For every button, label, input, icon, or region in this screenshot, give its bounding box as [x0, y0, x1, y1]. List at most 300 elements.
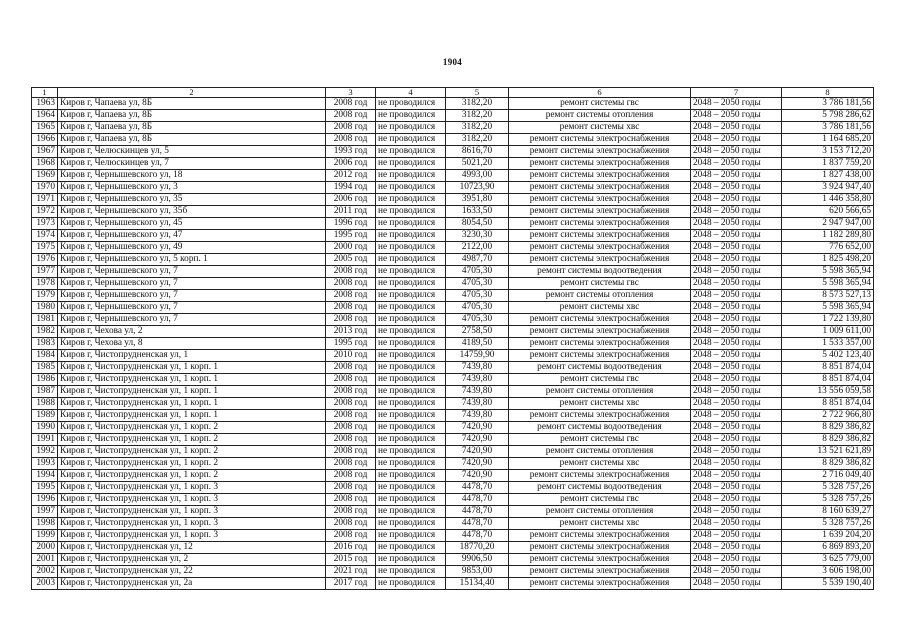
planned-period-cell: 2048 – 2050 годы	[691, 434, 782, 446]
table-row	[32, 314, 874, 326]
row-index-cell: 1967	[32, 146, 58, 158]
floor-area-cell: 7439,80	[446, 398, 509, 410]
address-cell: Киров г, Чернышевского ул, 3	[58, 182, 326, 194]
table-row	[32, 146, 874, 158]
last-repair-status-cell: не проводился	[376, 422, 446, 434]
table-row	[32, 182, 874, 194]
address-cell: Киров г, Чистопрудненская ул, 12	[58, 542, 326, 554]
floor-area-cell: 4705,30	[446, 290, 509, 302]
build-year-cell: 2008 год	[326, 302, 376, 314]
build-year-cell: 2000 год	[326, 242, 376, 254]
address-cell: Киров г, Чистопрудненская ул, 1 корп. 1	[58, 362, 326, 374]
address-cell: Киров г, Чапаева ул, 8Б	[58, 134, 326, 146]
last-repair-status-cell: не проводился	[376, 314, 446, 326]
floor-area-cell: 7439,80	[446, 374, 509, 386]
build-year-cell: 2008 год	[326, 434, 376, 446]
work-type-cell: ремонт системы электроснабжения	[509, 470, 691, 482]
estimated-cost-cell: 13 521 621,89	[782, 446, 874, 458]
work-type-cell: ремонт системы электроснабжения	[509, 242, 691, 254]
planned-period-cell: 2048 – 2050 годы	[691, 338, 782, 350]
address-cell: Киров г, Челюскинцев ул, 7	[58, 158, 326, 170]
address-cell: Киров г, Чистопрудненская ул, 1 корп. 1	[58, 374, 326, 386]
last-repair-status-cell: не проводился	[376, 266, 446, 278]
estimated-cost-cell: 2 722 966,80	[782, 410, 874, 422]
table-row	[32, 506, 874, 518]
row-index-cell: 1970	[32, 182, 58, 194]
column-header: 8	[782, 88, 874, 98]
floor-area-cell: 2758,50	[446, 326, 509, 338]
table-row	[32, 218, 874, 230]
estimated-cost-cell: 1 825 498,20	[782, 254, 874, 266]
estimated-cost-cell: 5 328 757,26	[782, 482, 874, 494]
table-row	[32, 326, 874, 338]
floor-area-cell: 3182,20	[446, 122, 509, 134]
build-year-cell: 2008 год	[326, 518, 376, 530]
floor-area-cell: 5021,20	[446, 158, 509, 170]
last-repair-status-cell: не проводился	[376, 494, 446, 506]
address-cell: Киров г, Чистопрудненская ул, 1 корп. 3	[58, 506, 326, 518]
estimated-cost-cell: 8 851 874,04	[782, 374, 874, 386]
estimated-cost-cell: 5 328 757,26	[782, 494, 874, 506]
work-type-cell: ремонт системы хвс	[509, 458, 691, 470]
last-repair-status-cell: не проводился	[376, 398, 446, 410]
floor-area-cell: 4189,50	[446, 338, 509, 350]
estimated-cost-cell: 3 625 779,00	[782, 554, 874, 566]
build-year-cell: 2006 год	[326, 158, 376, 170]
row-index-cell: 1994	[32, 470, 58, 482]
floor-area-cell: 7420,90	[446, 434, 509, 446]
row-index-cell: 1996	[32, 494, 58, 506]
table-row	[32, 434, 874, 446]
floor-area-cell: 4478,70	[446, 482, 509, 494]
table-body	[32, 98, 874, 590]
table-row	[32, 410, 874, 422]
estimated-cost-cell: 2 947 947,00	[782, 218, 874, 230]
estimated-cost-cell: 8 573 527,13	[782, 290, 874, 302]
build-year-cell: 1995 год	[326, 338, 376, 350]
last-repair-status-cell: не проводился	[376, 458, 446, 470]
build-year-cell: 2008 год	[326, 122, 376, 134]
column-header: 4	[376, 88, 446, 98]
work-type-cell: ремонт системы электроснабжения	[509, 170, 691, 182]
floor-area-cell: 4478,70	[446, 518, 509, 530]
planned-period-cell: 2048 – 2050 годы	[691, 146, 782, 158]
planned-period-cell: 2048 – 2050 годы	[691, 326, 782, 338]
planned-period-cell: 2048 – 2050 годы	[691, 398, 782, 410]
last-repair-status-cell: не проводился	[376, 434, 446, 446]
row-index-cell: 1990	[32, 422, 58, 434]
work-type-cell: ремонт системы электроснабжения	[509, 218, 691, 230]
floor-area-cell: 4705,30	[446, 302, 509, 314]
build-year-cell: 2008 год	[326, 530, 376, 542]
floor-area-cell: 3182,20	[446, 134, 509, 146]
table-row	[32, 542, 874, 554]
work-type-cell: ремонт системы водоотведения	[509, 266, 691, 278]
table-row	[32, 254, 874, 266]
estimated-cost-cell: 620 566,65	[782, 206, 874, 218]
work-type-cell: ремонт системы водоотведения	[509, 362, 691, 374]
planned-period-cell: 2048 – 2050 годы	[691, 482, 782, 494]
table-row	[32, 362, 874, 374]
table-row	[32, 230, 874, 242]
floor-area-cell: 1633,50	[446, 206, 509, 218]
last-repair-status-cell: не проводился	[376, 170, 446, 182]
floor-area-cell: 7439,80	[446, 362, 509, 374]
table-row	[32, 446, 874, 458]
build-year-cell: 2008 год	[326, 458, 376, 470]
address-cell: Киров г, Чистопрудненская ул, 2	[58, 554, 326, 566]
floor-area-cell: 7420,90	[446, 470, 509, 482]
address-cell: Киров г, Чернышевского ул, 7	[58, 266, 326, 278]
row-index-cell: 1987	[32, 386, 58, 398]
row-index-cell: 1966	[32, 134, 58, 146]
row-index-cell: 1981	[32, 314, 58, 326]
estimated-cost-cell: 776 652,00	[782, 242, 874, 254]
table-row	[32, 470, 874, 482]
estimated-cost-cell: 5 328 757,26	[782, 518, 874, 530]
row-index-cell: 2002	[32, 566, 58, 578]
address-cell: Киров г, Чистопрудненская ул, 1 корп. 2	[58, 458, 326, 470]
build-year-cell: 2010 год	[326, 350, 376, 362]
planned-period-cell: 2048 – 2050 годы	[691, 470, 782, 482]
build-year-cell: 2008 год	[326, 410, 376, 422]
estimated-cost-cell: 8 851 874,04	[782, 398, 874, 410]
work-type-cell: ремонт системы гвс	[509, 494, 691, 506]
work-type-cell: ремонт системы электроснабжения	[509, 194, 691, 206]
work-type-cell: ремонт системы электроснабжения	[509, 530, 691, 542]
table-row	[32, 98, 874, 110]
build-year-cell: 2006 год	[326, 194, 376, 206]
row-index-cell: 1978	[32, 278, 58, 290]
estimated-cost-cell: 3 786 181,56	[782, 98, 874, 110]
column-number-row	[32, 88, 874, 98]
last-repair-status-cell: не проводился	[376, 230, 446, 242]
estimated-cost-cell: 13 556 059,58	[782, 386, 874, 398]
table-header	[32, 88, 874, 98]
table-row	[32, 242, 874, 254]
last-repair-status-cell: не проводился	[376, 146, 446, 158]
estimated-cost-cell: 8 829 386,82	[782, 422, 874, 434]
planned-period-cell: 2048 – 2050 годы	[691, 578, 782, 590]
planned-period-cell: 2048 – 2050 годы	[691, 98, 782, 110]
work-type-cell: ремонт системы водоотведения	[509, 482, 691, 494]
work-type-cell: ремонт системы хвс	[509, 122, 691, 134]
floor-area-cell: 14759,90	[446, 350, 509, 362]
row-index-cell: 2000	[32, 542, 58, 554]
floor-area-cell: 9906,50	[446, 554, 509, 566]
last-repair-status-cell: не проводился	[376, 542, 446, 554]
row-index-cell: 1988	[32, 398, 58, 410]
floor-area-cell: 7420,90	[446, 422, 509, 434]
address-cell: Киров г, Чистопрудненская ул, 1 корп. 1	[58, 398, 326, 410]
last-repair-status-cell: не проводился	[376, 278, 446, 290]
repair-schedule-table	[31, 87, 874, 590]
row-index-cell: 1979	[32, 290, 58, 302]
row-index-cell: 1974	[32, 230, 58, 242]
column-header: 5	[446, 88, 509, 98]
planned-period-cell: 2048 – 2050 годы	[691, 290, 782, 302]
last-repair-status-cell: не проводился	[376, 290, 446, 302]
column-header: 2	[58, 88, 326, 98]
table-row	[32, 518, 874, 530]
table-row	[32, 290, 874, 302]
floor-area-cell: 7439,80	[446, 410, 509, 422]
build-year-cell: 2008 год	[326, 314, 376, 326]
build-year-cell: 2008 год	[326, 290, 376, 302]
build-year-cell: 2011 год	[326, 206, 376, 218]
planned-period-cell: 2048 – 2050 годы	[691, 566, 782, 578]
build-year-cell: 2008 год	[326, 362, 376, 374]
work-type-cell: ремонт системы электроснабжения	[509, 134, 691, 146]
row-index-cell: 1977	[32, 266, 58, 278]
estimated-cost-cell: 1 446 358,80	[782, 194, 874, 206]
work-type-cell: ремонт системы электроснабжения	[509, 350, 691, 362]
build-year-cell: 2008 год	[326, 278, 376, 290]
row-index-cell: 1971	[32, 194, 58, 206]
last-repair-status-cell: не проводился	[376, 482, 446, 494]
build-year-cell: 1996 год	[326, 218, 376, 230]
address-cell: Киров г, Чернышевского ул, 35	[58, 194, 326, 206]
planned-period-cell: 2048 – 2050 годы	[691, 110, 782, 122]
row-index-cell: 1982	[32, 326, 58, 338]
last-repair-status-cell: не проводился	[376, 98, 446, 110]
estimated-cost-cell: 3 786 181,56	[782, 122, 874, 134]
build-year-cell: 2008 год	[326, 266, 376, 278]
row-index-cell: 1992	[32, 446, 58, 458]
floor-area-cell: 9853,00	[446, 566, 509, 578]
planned-period-cell: 2048 – 2050 годы	[691, 458, 782, 470]
address-cell: Киров г, Челюскинцев ул, 5	[58, 146, 326, 158]
work-type-cell: ремонт системы хвс	[509, 518, 691, 530]
row-index-cell: 1980	[32, 302, 58, 314]
work-type-cell: ремонт системы водоотведения	[509, 422, 691, 434]
table-row	[32, 386, 874, 398]
last-repair-status-cell: не проводился	[376, 386, 446, 398]
table-row	[32, 158, 874, 170]
table-row	[32, 530, 874, 542]
floor-area-cell: 4987,70	[446, 254, 509, 266]
build-year-cell: 2016 год	[326, 542, 376, 554]
address-cell: Киров г, Чистопрудненская ул, 1 корп. 2	[58, 470, 326, 482]
floor-area-cell: 4478,70	[446, 530, 509, 542]
row-index-cell: 1986	[32, 374, 58, 386]
address-cell: Киров г, Чернышевского ул, 49	[58, 242, 326, 254]
column-header: 1	[32, 88, 58, 98]
last-repair-status-cell: не проводился	[376, 134, 446, 146]
table-row	[32, 134, 874, 146]
row-index-cell: 1993	[32, 458, 58, 470]
floor-area-cell: 8616,70	[446, 146, 509, 158]
row-index-cell: 1999	[32, 530, 58, 542]
table-row	[32, 302, 874, 314]
address-cell: Киров г, Чернышевского ул, 5 корп. 1	[58, 254, 326, 266]
planned-period-cell: 2048 – 2050 годы	[691, 314, 782, 326]
floor-area-cell: 18770,20	[446, 542, 509, 554]
last-repair-status-cell: не проводился	[376, 578, 446, 590]
table-row	[32, 494, 874, 506]
build-year-cell: 2021 год	[326, 566, 376, 578]
floor-area-cell: 8054,50	[446, 218, 509, 230]
planned-period-cell: 2048 – 2050 годы	[691, 218, 782, 230]
estimated-cost-cell: 1 722 139,80	[782, 314, 874, 326]
work-type-cell: ремонт системы электроснабжения	[509, 182, 691, 194]
work-type-cell: ремонт системы хвс	[509, 398, 691, 410]
address-cell: Киров г, Чехова ул, 8	[58, 338, 326, 350]
row-index-cell: 1983	[32, 338, 58, 350]
planned-period-cell: 2048 – 2050 годы	[691, 422, 782, 434]
work-type-cell: ремонт системы электроснабжения	[509, 554, 691, 566]
row-index-cell: 1964	[32, 110, 58, 122]
row-index-cell: 2001	[32, 554, 58, 566]
planned-period-cell: 2048 – 2050 годы	[691, 554, 782, 566]
address-cell: Киров г, Чернышевского ул, 47	[58, 230, 326, 242]
work-type-cell: ремонт системы электроснабжения	[509, 410, 691, 422]
floor-area-cell: 4705,30	[446, 266, 509, 278]
row-index-cell: 1969	[32, 170, 58, 182]
build-year-cell: 2008 год	[326, 482, 376, 494]
build-year-cell: 2015 год	[326, 554, 376, 566]
table-row	[32, 122, 874, 134]
estimated-cost-cell: 8 829 386,82	[782, 458, 874, 470]
last-repair-status-cell: не проводился	[376, 350, 446, 362]
table-row	[32, 350, 874, 362]
planned-period-cell: 2048 – 2050 годы	[691, 302, 782, 314]
build-year-cell: 2008 год	[326, 134, 376, 146]
estimated-cost-cell: 8 160 639,27	[782, 506, 874, 518]
address-cell: Киров г, Чистопрудненская ул, 1 корп. 2	[58, 422, 326, 434]
table-row	[32, 266, 874, 278]
build-year-cell: 2008 год	[326, 110, 376, 122]
floor-area-cell: 2122,00	[446, 242, 509, 254]
estimated-cost-cell: 1 827 438,00	[782, 170, 874, 182]
address-cell: Киров г, Чапаева ул, 8Б	[58, 122, 326, 134]
work-type-cell: ремонт системы электроснабжения	[509, 230, 691, 242]
work-type-cell: ремонт системы отопления	[509, 290, 691, 302]
floor-area-cell: 4478,70	[446, 494, 509, 506]
address-cell: Киров г, Чапаева ул, 8Б	[58, 110, 326, 122]
table-row	[32, 554, 874, 566]
build-year-cell: 2008 год	[326, 374, 376, 386]
planned-period-cell: 2048 – 2050 годы	[691, 350, 782, 362]
planned-period-cell: 2048 – 2050 годы	[691, 158, 782, 170]
row-index-cell: 1972	[32, 206, 58, 218]
estimated-cost-cell: 8 829 386,82	[782, 434, 874, 446]
planned-period-cell: 2048 – 2050 годы	[691, 446, 782, 458]
floor-area-cell: 3230,30	[446, 230, 509, 242]
row-index-cell: 1968	[32, 158, 58, 170]
row-index-cell: 1976	[32, 254, 58, 266]
address-cell: Киров г, Чистопрудненская ул, 1 корп. 3	[58, 482, 326, 494]
address-cell: Киров г, Чистопрудненская ул, 1 корп. 3	[58, 530, 326, 542]
address-cell: Киров г, Чистопрудненская ул, 1 корп. 2	[58, 446, 326, 458]
planned-period-cell: 2048 – 2050 годы	[691, 374, 782, 386]
estimated-cost-cell: 5 798 286,62	[782, 110, 874, 122]
last-repair-status-cell: не проводился	[376, 530, 446, 542]
floor-area-cell: 4478,70	[446, 506, 509, 518]
address-cell: Киров г, Чернышевского ул, 7	[58, 290, 326, 302]
table-row	[32, 194, 874, 206]
floor-area-cell: 15134,40	[446, 578, 509, 590]
address-cell: Киров г, Чехова ул, 2	[58, 326, 326, 338]
work-type-cell: ремонт системы электроснабжения	[509, 254, 691, 266]
build-year-cell: 2008 год	[326, 470, 376, 482]
last-repair-status-cell: не проводился	[376, 158, 446, 170]
work-type-cell: ремонт системы электроснабжения	[509, 338, 691, 350]
table-row	[32, 110, 874, 122]
last-repair-status-cell: не проводился	[376, 110, 446, 122]
table-row	[32, 398, 874, 410]
estimated-cost-cell: 6 869 893,20	[782, 542, 874, 554]
floor-area-cell: 4705,30	[446, 314, 509, 326]
last-repair-status-cell: не проводился	[376, 194, 446, 206]
column-header: 6	[509, 88, 691, 98]
work-type-cell: ремонт системы гвс	[509, 278, 691, 290]
row-index-cell: 1975	[32, 242, 58, 254]
planned-period-cell: 2048 – 2050 годы	[691, 518, 782, 530]
row-index-cell: 1991	[32, 434, 58, 446]
address-cell: Киров г, Чернышевского ул, 7	[58, 314, 326, 326]
work-type-cell: ремонт системы отопления	[509, 386, 691, 398]
address-cell: Киров г, Чернышевского ул, 7	[58, 278, 326, 290]
build-year-cell: 2013 год	[326, 326, 376, 338]
estimated-cost-cell: 1 533 357,00	[782, 338, 874, 350]
work-type-cell: ремонт системы электроснабжения	[509, 326, 691, 338]
estimated-cost-cell: 1 639 204,20	[782, 530, 874, 542]
build-year-cell: 1993 год	[326, 146, 376, 158]
estimated-cost-cell: 2 716 049,40	[782, 470, 874, 482]
work-type-cell: ремонт системы отопления	[509, 506, 691, 518]
planned-period-cell: 2048 – 2050 годы	[691, 254, 782, 266]
last-repair-status-cell: не проводился	[376, 122, 446, 134]
table-row	[32, 566, 874, 578]
planned-period-cell: 2048 – 2050 годы	[691, 386, 782, 398]
estimated-cost-cell: 8 851 874,04	[782, 362, 874, 374]
last-repair-status-cell: не проводился	[376, 518, 446, 530]
address-cell: Киров г, Чистопрудненская ул, 1 корп. 1	[58, 386, 326, 398]
planned-period-cell: 2048 – 2050 годы	[691, 506, 782, 518]
build-year-cell: 2008 год	[326, 98, 376, 110]
floor-area-cell: 4993,00	[446, 170, 509, 182]
work-type-cell: ремонт системы гвс	[509, 434, 691, 446]
row-index-cell: 1989	[32, 410, 58, 422]
page-number: 1904	[442, 57, 463, 67]
estimated-cost-cell: 3 924 947,40	[782, 182, 874, 194]
last-repair-status-cell: не проводился	[376, 242, 446, 254]
build-year-cell: 2008 год	[326, 422, 376, 434]
work-type-cell: ремонт системы отопления	[509, 110, 691, 122]
work-type-cell: ремонт системы электроснабжения	[509, 542, 691, 554]
row-index-cell: 1985	[32, 362, 58, 374]
work-type-cell: ремонт системы электроснабжения	[509, 578, 691, 590]
build-year-cell: 2008 год	[326, 506, 376, 518]
last-repair-status-cell: не проводился	[376, 326, 446, 338]
last-repair-status-cell: не проводился	[376, 218, 446, 230]
row-index-cell: 1965	[32, 122, 58, 134]
planned-period-cell: 2048 – 2050 годы	[691, 170, 782, 182]
table-row	[32, 578, 874, 590]
build-year-cell: 2012 год	[326, 170, 376, 182]
work-type-cell: ремонт системы электроснабжения	[509, 206, 691, 218]
address-cell: Киров г, Чистопрудненская ул, 22	[58, 566, 326, 578]
last-repair-status-cell: не проводился	[376, 182, 446, 194]
planned-period-cell: 2048 – 2050 годы	[691, 410, 782, 422]
planned-period-cell: 2048 – 2050 годы	[691, 242, 782, 254]
planned-period-cell: 2048 – 2050 годы	[691, 122, 782, 134]
last-repair-status-cell: не проводился	[376, 410, 446, 422]
floor-area-cell: 4705,30	[446, 278, 509, 290]
row-index-cell: 1973	[32, 218, 58, 230]
build-year-cell: 2008 год	[326, 446, 376, 458]
